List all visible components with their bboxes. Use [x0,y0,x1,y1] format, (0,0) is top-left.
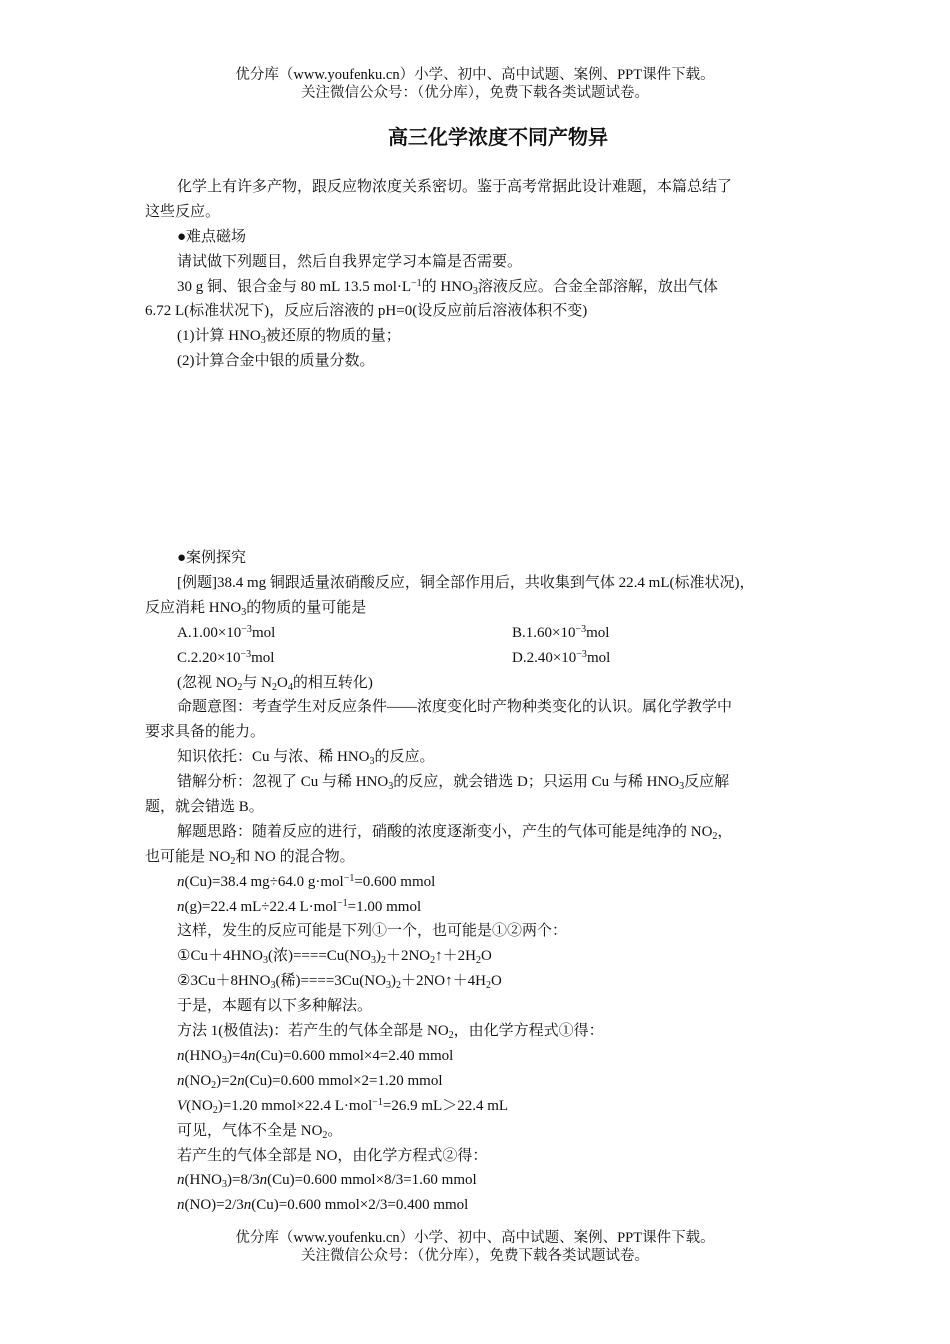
document-body [145,175,815,1218]
method-1-calc-hno3: $n(HNO_3)=4n(Cu)=0.600$ mmol×4=2.40 mmol [177,1047,454,1066]
method-1-calc-hno3-no: $n(HNO_3)=8/3n(Cu)=0.600$ mmol×8/3=1.60 mmol [177,1172,477,1191]
error-analysis-line-2: 题，就会错选 B。 [145,799,264,816]
method-1-calc-no: n(NO)=2/3n(Cu)=0.600 mmol×2/3=0.400 mmol [177,1197,469,1214]
problem-line-1: 30 g 铜、银合金与 80 mL 13.5 $mol\cdot L^{-1}$的 $HNO_3$溶液反应。合金全部溶解，放出气体 [177,277,718,297]
intent-line-2: 要求具备的能力。 [145,724,266,741]
intent-line-1: 命题意图：考查学生对反应条件——浓度变化时产物种类变化的认识。属化学教学中 [177,699,733,716]
method-1-intro: 方法 1(极值法)：若产生的气体全部是 $NO_2$，由化学方程式①得： [177,1023,604,1042]
section-heading-difficulty: ●难点磁场 [177,228,247,245]
footer-line-1: 优分库（www.youfenku.cn）小学、初中、高中试题、案例、PPT课件下载。 [235,1230,715,1246]
instruction-text: 请试做下列题目，然后自我界定学习本篇是否需要。 [177,253,523,270]
example-line-1: [例题]38.4 mg 铜跟适量浓硝酸反应，铜全部作用后，共收集到气体 22.4 mL(标准状况)， [177,575,755,592]
page-title: 高三化学浓度不同产物异 [388,125,608,149]
option-d: $D.2.40\times 10^{-3}mol$ [512,648,611,666]
option-b: $B.1.60\times 10^{-3}mol$ [512,623,610,641]
intro-line-1: 化学上有许多产物，跟反应物浓度关系密切。鉴于高考常据此设计难题，本篇总结了 [177,179,733,195]
example-line-2: 反应消耗 $HNO_3$的物质的量可能是 [145,599,367,618]
section-heading-case-study: ●案例探究 [177,550,247,567]
blank-answer-space [145,374,815,546]
method-1-calc-volume: $V(NO_2)=1.20$ mmol×22.4 L·mol$^{-1}$=26.9 mL＞22.4 mL [177,1096,509,1116]
header-line-2: 关注微信公众号：（优分库），免费下载各类试题试卷。 [301,85,649,101]
footer-line-2: 关注微信公众号：（优分库），免费下载各类试题试卷。 [301,1248,649,1264]
option-a: $A.1.00\times 10^{-3}mol$ [177,623,276,641]
knowledge-basis: 知识依托：Cu 与浓、稀 $HNO_3$的反应。 [177,749,435,768]
reaction-intro: 这样，发生的反应可能是下列①一个，也可能是①②两个： [177,923,568,940]
page-header [0,66,950,102]
calc-n-cu: n(Cu)=38.4 mg÷64.0 g·mol$^{-1}$=0.600 mmol [177,872,436,890]
solution-idea-line-1: 解题思路：随着反应的进行，硝酸的浓度逐渐变小，产生的气体可能是纯净的 $NO_2$， [177,823,733,842]
options-row-2 [145,646,815,671]
problem-line-2: 6.72 L(标准状况下)，反应后溶液的 pH=0(设反应前后溶液体积不变) [145,303,588,320]
note-line: (忽视 $NO_2$与 $N_2O_4$的相互转化) [177,674,373,693]
solution-idea-line-2: 也可能是 $NO_2$和 NO 的混合物。 [145,848,355,867]
case-all-no: 若产生的气体全部是 NO，由化学方程式②得： [177,1147,488,1164]
methods-intro: 于是，本题有以下多种解法。 [177,998,373,1015]
reaction-1: $①Cu+4HNO_3$(浓)$====Cu(NO_3)_2+2NO_2↑+2H_2O$ [177,948,492,967]
header-line-1: 优分库（www.youfenku.cn）小学、初中、高中试题、案例、PPT课件下载。 [235,67,715,83]
method-1-calc-no2: $n(NO_2)=2n(Cu)=0.600$ mmol×2=1.20 mmol [177,1072,443,1091]
intro-line-2: 这些反应。 [145,203,221,220]
page-footer [0,1229,950,1265]
sub-question-1: (1)计算 $HNO_3$被还原的物质的量； [177,328,401,347]
calc-n-gas: n(g)=22.4 mL÷22.4 L·mol$^{-1}$=1.00 mmol [177,897,422,915]
option-c: $C.2.20\times 10^{-3}mol$ [177,648,275,666]
reaction-2: $②3Cu+8HNO_3$(稀)$====3Cu(NO_3)_2+2NO↑+4H_2O$ [177,973,502,992]
options-row-1 [145,621,815,646]
conclusion-not-all-no2: 可见，气体不全是 $NO_2$。 [177,1122,343,1141]
error-analysis-line-1: 错解分析：忽视了 Cu 与稀 $HNO_3$的反应，就会错选 D；只运用 Cu 与稀 $HNO_3$反应解 [177,774,730,793]
sub-question-2: (2)计算合金中银的质量分数。 [177,353,375,370]
